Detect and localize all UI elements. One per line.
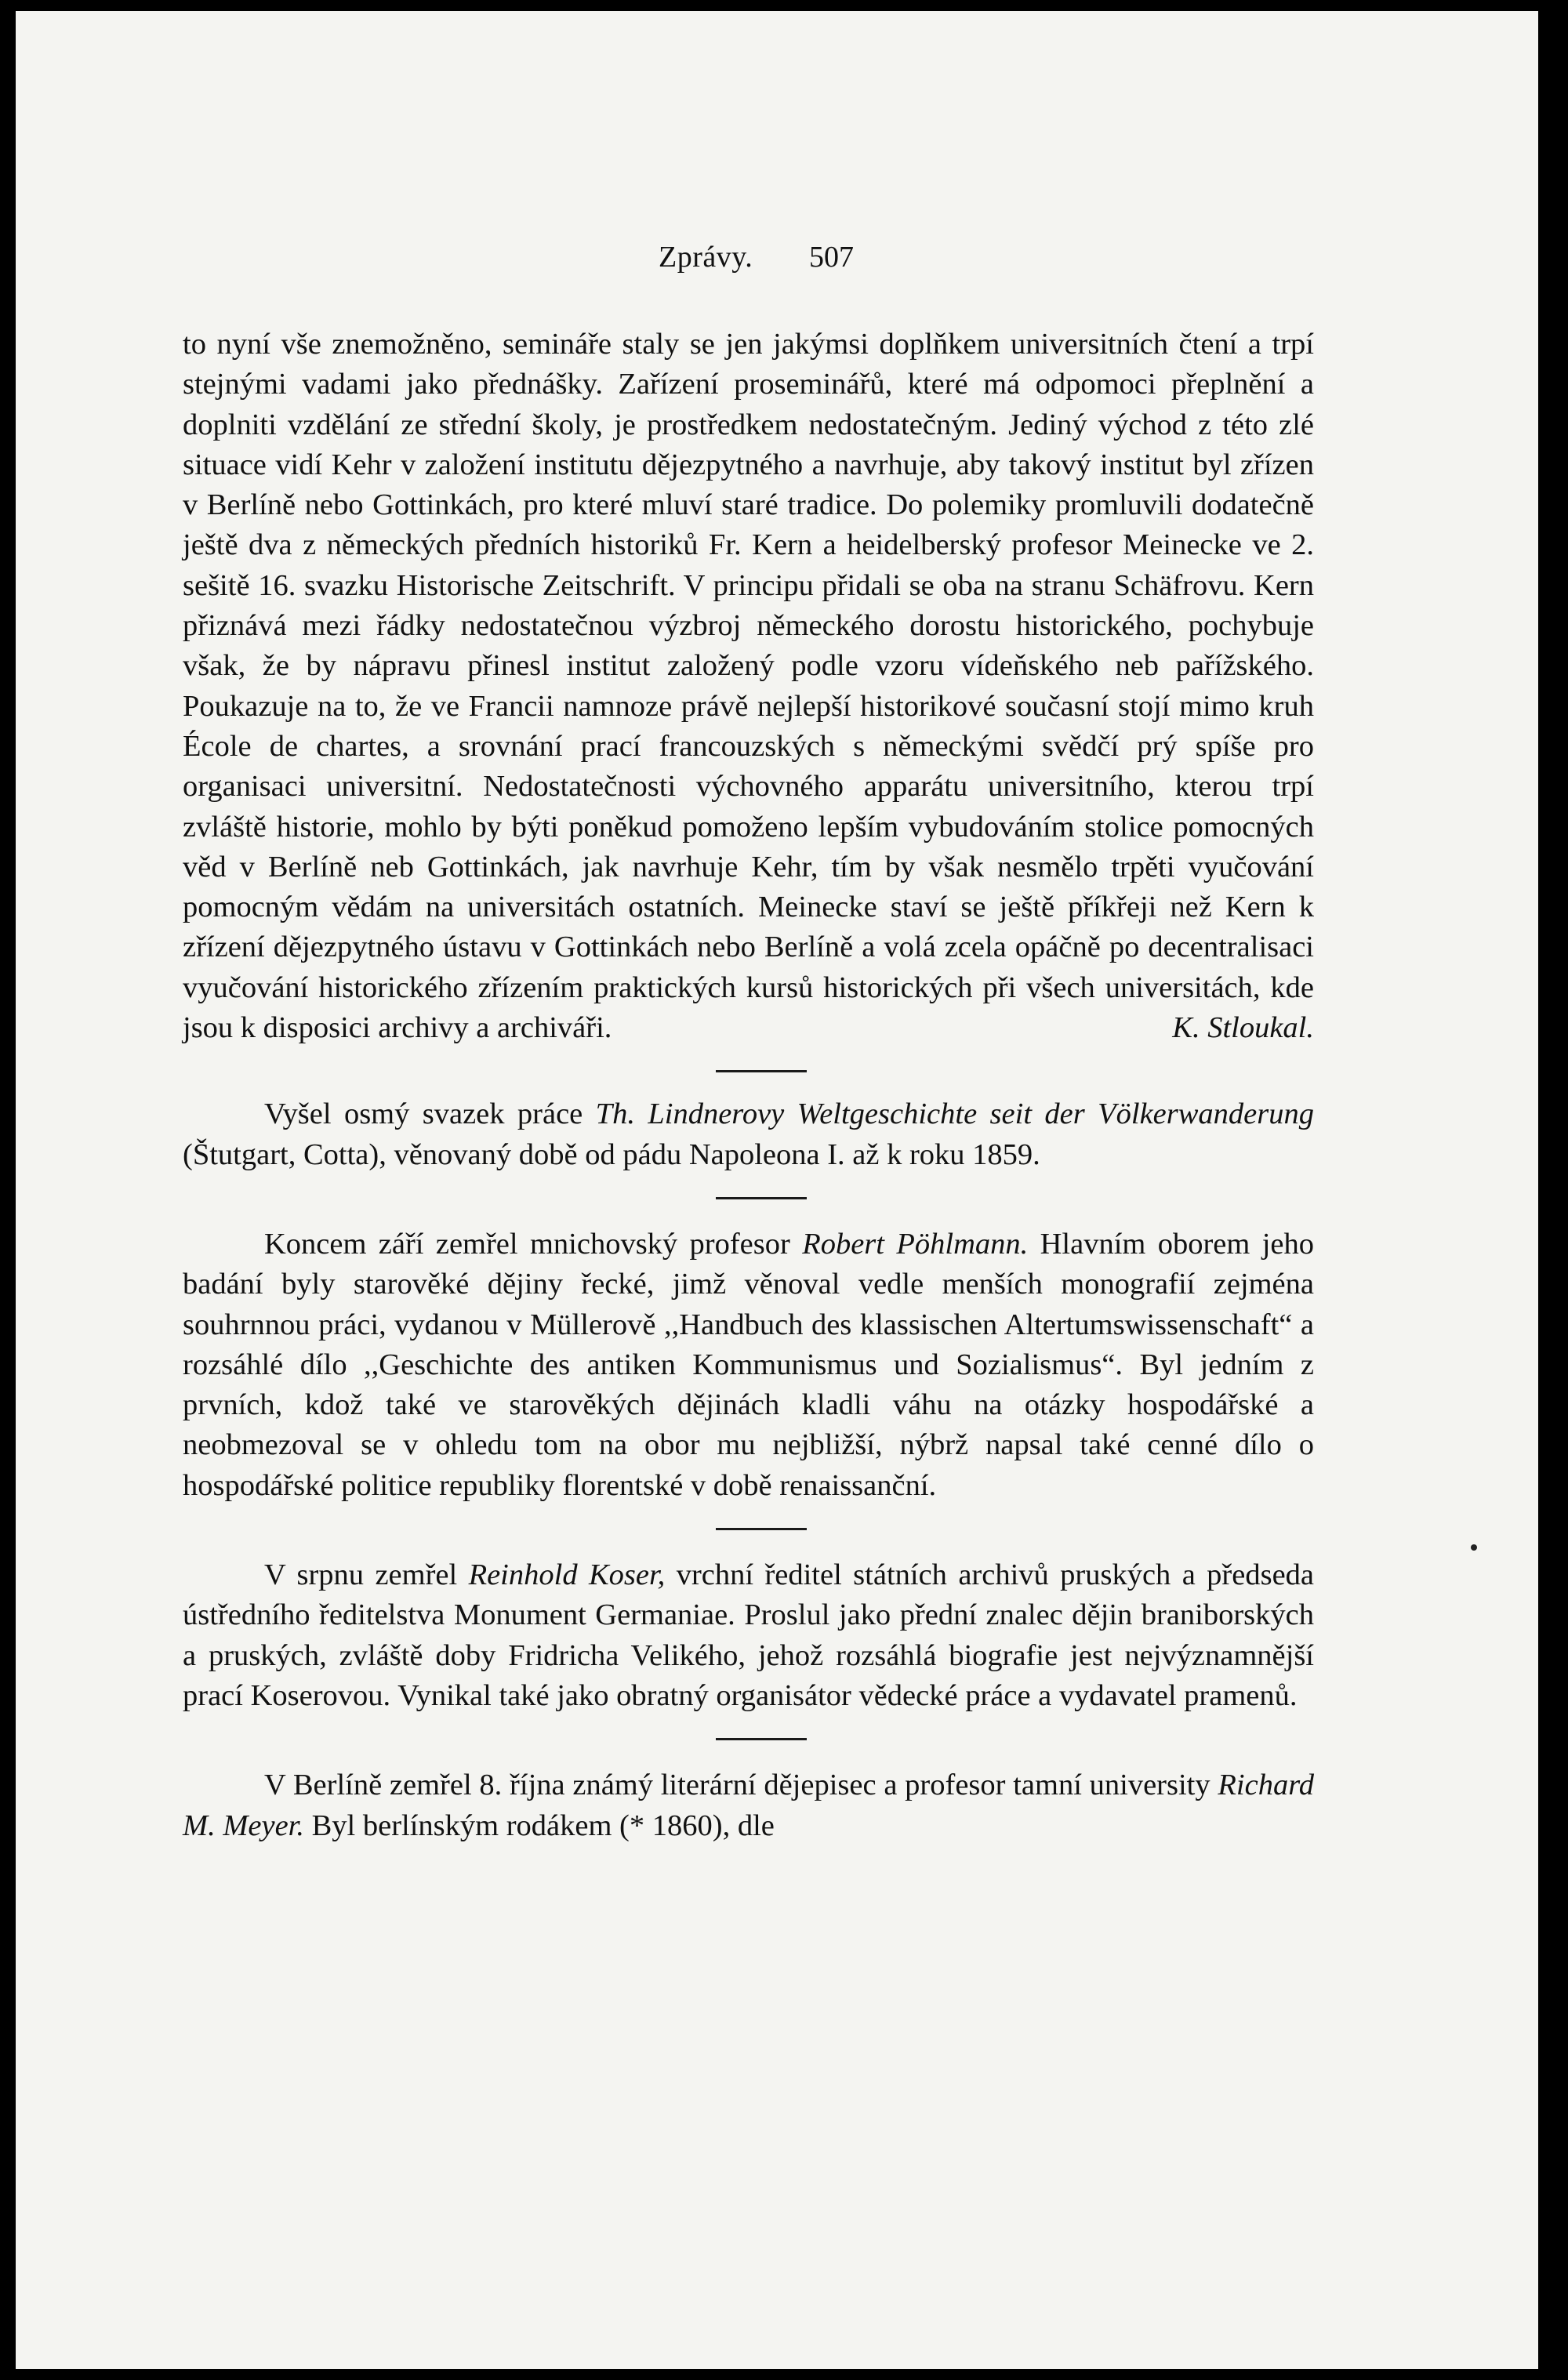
article-4-rest: vrchní ředitel státních archivů pruských a předseda ústředního ředitelstva Monument Germaniae. Proslul jako přední znalec dějin braniborských a pruských, zvláště doby Fridricha Velikého, jehož rozsáhlá biografie jest nejvýznamnější prací Koserovou. Vynikal také jako obratný organisátor vědecké práce a vydavatel pramenů.: [183, 1558, 1314, 1712]
article-kehr-continuation: [183, 325, 1314, 1048]
running-head: Zprávy.: [659, 241, 753, 274]
article-4-name: Reinhold Koser,: [468, 1558, 666, 1592]
article-5-lead: V Berlíně zemřel 8. října známý literární dějepisec a profesor tamní university: [264, 1769, 1218, 1802]
article-pohlmann: [183, 1224, 1314, 1506]
section-divider: [716, 1197, 807, 1199]
article-5-name: Richard M. Meyer.: [183, 1769, 1314, 1842]
article-2-title: Th. Lindnerovy Weltgeschichte seit der Völkerwanderung: [595, 1097, 1314, 1131]
page-number: 507: [809, 241, 854, 274]
scan-speck: [1471, 1544, 1477, 1551]
body-text: [183, 325, 1314, 1846]
article-2-lead: Vyšel osmý svazek práce: [264, 1097, 596, 1131]
section-divider: [716, 1070, 807, 1072]
article-3-rest: Hlavním oborem jeho badání byly starověké dějiny řecké, jimž věnoval vedle menších monografií zejména souhrnnou práci, vydanou v Müllerově ,,Handbuch des klassischen Altertumswissenschaft“ a rozsáhlé dílo ,,Geschichte des antiken Kommunismus und Sozialismus“. Byl jedním z prvních, kdož také ve starověkých dějinách kladli váhu na otázky hospodářské a neobmezoval se v ohledu tom na obor mu nejbližší, nýbrž napsal také cenné dílo o hospodářské politice republiky florentské v době renaissanční.: [183, 1227, 1314, 1502]
article-meyer: [183, 1765, 1314, 1846]
article-3-lead: Koncem září zemřel mnichovský profesor: [264, 1227, 803, 1261]
book-page: [16, 11, 1538, 2369]
article-4-lead: V srpnu zemřel: [264, 1558, 469, 1592]
article-3-name: Robert Pöhlmann.: [802, 1227, 1029, 1261]
article-2-rest: (Štutgart, Cotta), věnovaný době od pádu Napoleona I. až k roku 1859.: [183, 1137, 1040, 1171]
article-5-rest: Byl berlínským rodákem (* 1860), dle: [304, 1809, 775, 1842]
article-lindner: [183, 1094, 1314, 1175]
page-header: [16, 240, 1538, 287]
article-koser: [183, 1555, 1314, 1716]
section-divider: [716, 1528, 807, 1530]
section-divider: [716, 1738, 807, 1740]
article-1-text: to nyní vše znemožněno, semináře staly se jen jakýmsi doplňkem universitních čtení a trpí stejnými vadami jako přednášky. Zařízení proseminářů, které má odpomoci přeplnění a doplniti vzdělání ze střední školy, je prostředkem nedostatečným. Jediný východ z této zlé situace vidí Kehr v založení institutu dějezpytného a navrhuje, aby takový institut byl zřízen v Berlíně nebo Gottinkách, pro které mluví staré tradice. Do polemiky promluvili dodatečně ještě dva z německých předních historiků Fr. Kern a heidelberský profesor Meinecke ve 2. sešitě 16. svazku Historische Zeitschrift. V principu přidali se oba na stranu Schäfrovu. Kern přiznává mezi řádky nedostatečnou výzbroj německého dorostu historického, pochybuje však, že by nápravu přinesl institut založený podle vzoru vídeňského neb pařížského. Poukazuje na to, že ve Francii namnoze právě nejlepší historikové současní stojí mimo kruh École de chartes, a srovnání prací francouzských s německými svědčí prý spíše pro organisaci universitní. Nedostatečnosti výchovného apparátu universitního, kterou trpí zvláště historie, mohlo by býti poněkud pomoženo lepším vybudováním stolice pomocných věd v Berlíně neb Gottinkách, jak navrhuje Kehr, tím by však nesmělo trpěti vyučování pomocným vědám na universitách ostatních. Meinecke staví se ještě příkřeji než Kern k zřízení dějezpytného ústavu v Gottinkách nebo Berlíně a volá zcela opáčně po decentralisaci vyučování historického zřízením praktických kursů historických při všech universitách, kde jsou k disposici archivy a archiváři.: [183, 328, 1314, 1045]
author-signature: K. Stloukal.: [1172, 1011, 1314, 1045]
